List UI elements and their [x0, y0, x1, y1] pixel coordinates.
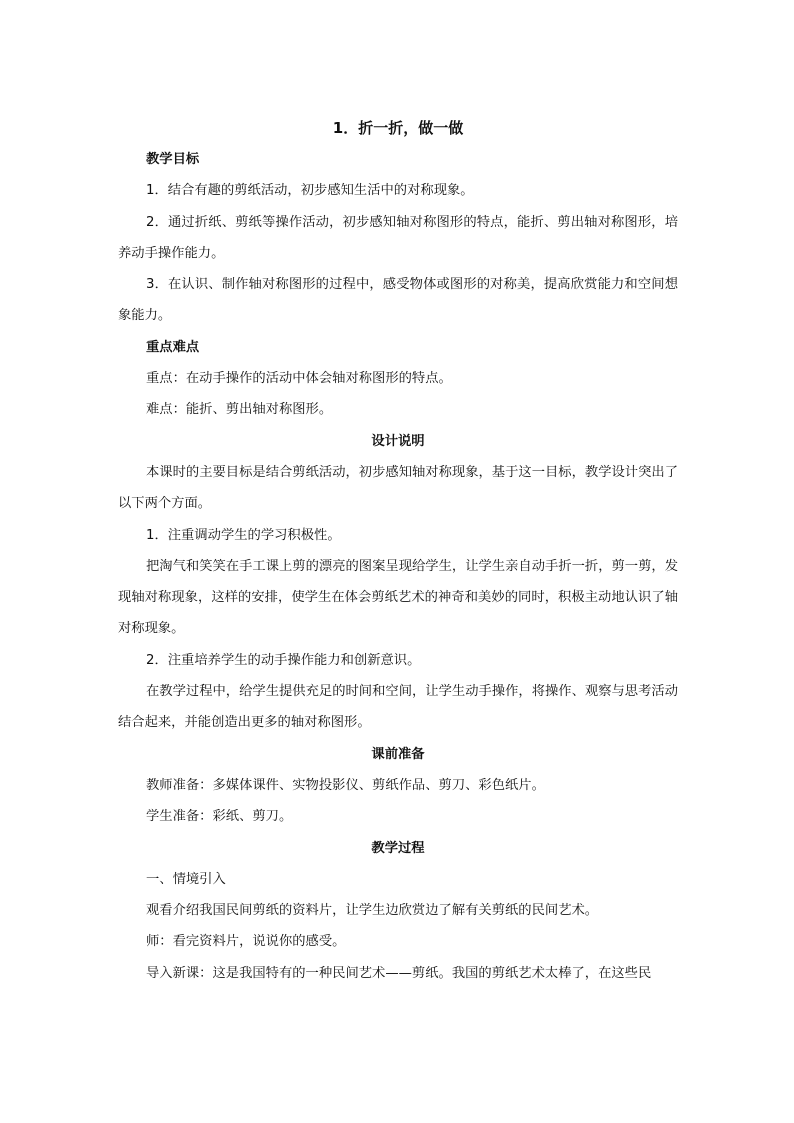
design-point-1-text: 把淘气和笑笑在手工课上剪的漂亮的图案呈现给学生，让学生亲自动手折一折，剪一剪，发现轴对称现象，这样的安排，使学生在体会剪纸艺术的神奇和美妙的同时，积极主动地认识了轴对称现象。 — [118, 558, 678, 637]
design-intro: 本课时的主要目标是结合剪纸活动，初步感知轴对称现象，基于这一目标，教学设计突出了以下两个方面。 — [118, 464, 678, 512]
section-heading-prep: 课前准备 — [371, 746, 425, 762]
section-heading-goals: 教学目标 — [146, 152, 200, 167]
design-point-1: 1．注重调动学生的学习积极性。 — [146, 527, 341, 543]
key-point: 重点：在动手操作的活动中体会轴对称图形的特点。 — [146, 371, 452, 387]
teacher-line: 师：看完资料片，说说你的感受。 — [146, 934, 346, 950]
section-heading-key-points: 重点难点 — [146, 339, 200, 355]
intro-line: 导入新课：这是我国特有的一种民间艺术——剪纸。我国的剪纸艺术太棒了，在这些民 — [146, 965, 652, 981]
goal-item-1: 1．结合有趣的剪纸活动，初步感知生活中的对称现象。 — [146, 183, 474, 199]
design-point-2: 2．注重培养学生的动手操作能力和创新意识。 — [146, 652, 421, 668]
difficulty-point: 难点：能折、剪出轴对称图形。 — [146, 402, 333, 418]
teacher-prep: 教师准备：多媒体课件、实物投影仪、剪纸作品、剪刀、彩色纸片。 — [146, 777, 545, 793]
design-point-2-text: 在教学过程中，给学生提供充足的时间和空间，让学生动手操作，将操作、观察与思考活动结合起来，并能创造出更多的轴对称图形。 — [118, 684, 678, 731]
process-step-1: 一、情境引入 — [146, 871, 226, 887]
process-step-1-text: 观看介绍我国民间剪纸的资料片，让学生边欣赏边了解有关剪纸的民间艺术。 — [146, 903, 599, 919]
section-heading-process: 教学过程 — [371, 840, 425, 856]
goal-item-2: 2．通过折纸、剪纸等操作活动，初步感知轴对称图形的特点，能折、剪出轴对称图形，培养动手操作能力。 — [118, 214, 678, 261]
student-prep: 学生准备：彩纸、剪刀。 — [146, 809, 293, 825]
goal-item-3: 3．在认识、制作轴对称图形的过程中，感受物体或图形的对称美，提高欣赏能力和空间想象能力。 — [118, 277, 678, 324]
section-heading-design: 设计说明 — [371, 433, 425, 449]
document-title: 1．折一折，做一做 — [332, 119, 464, 137]
document-content — [118, 112, 678, 989]
